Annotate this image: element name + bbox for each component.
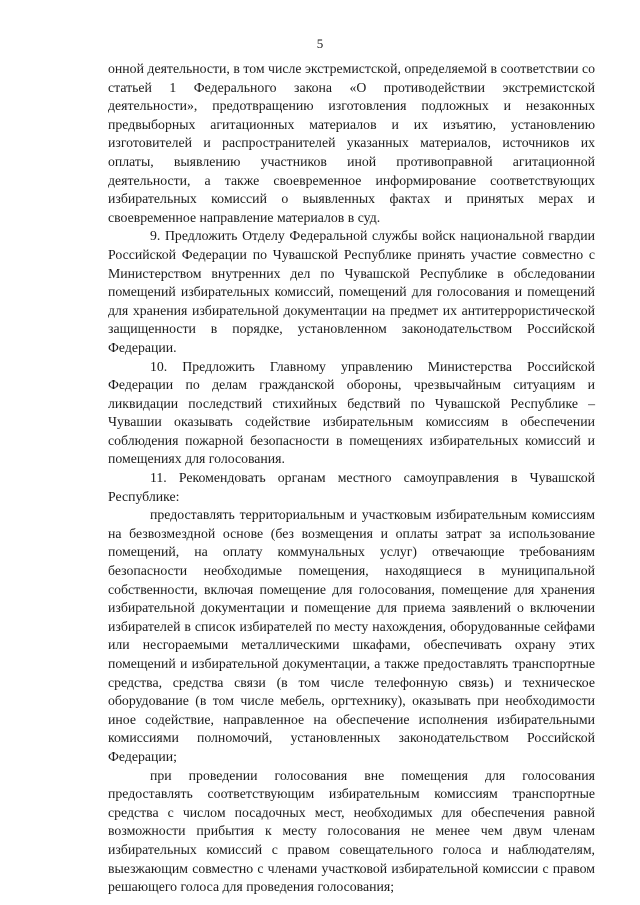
paragraph-item-9: 9. Предложить Отделу Федеральной службы войск национальной гвардии Российской Федерации по Чувашской Республике принять участие совместно с Министерством внутренних дел по Чувашской Республике в обследовании помещений избирательных комиссий, помещений для голосования и помещений для хранения избирательной документации на предмет их антитеррористической защищенности в порядке, установленном законодательством Российской Федерации. <box>108 228 595 355</box>
page-number: 5 <box>316 36 324 51</box>
paragraph-continuation: онной деятельности, в том числе экстремистской, определяемой в соответствии со статьей 1 Федерального закона «О противодействии экстремистской деятельности», предотвращению изготовления подложных и незаконных предвыборных агитационных материалов и их изъятию, установлению изготовителей и распространителей указанных материалов, источников их оплаты, выявлению участников иной противоправной агитационной деятельности, а также своевременное информирование соответствующих избирательных комиссий о выявленных фактах и принятых мерах и своевременное направление материалов в суд. <box>108 61 595 225</box>
paragraph-item-11-premises: предоставлять территориальным и участковым избирательным комиссиям на безвозмездной основе (без возмещения и оплаты затрат за использование помещений, на оплату коммунальных услуг) отвечающие требованиям безопасности необходимые помещения, находящиеся в муниципальной собственности, включая помещение для голосования, помещение для хранения избирательной документации и помещение для приема заявлений о включении избирателей в список избирателей по месту нахождения, оборудованные сейфами или несгораемыми металлическими шкафами, обеспечивать охрану этих помещений и избирательной документации, а также предоставлять транспортные средства, средства связи (в том числе телефонную связь) и техническое оборудование (в том числе мебель, оргтехнику), оказывать при необходимости иное содействие, направленное на обеспечение исполнения избирательными комиссиями полномочий, установленных законодательством Российской Федерации; <box>108 507 595 764</box>
paragraph-item-11-transport: при проведении голосования вне помещения для голосования предоставлять соответствующим избирательным комиссиям транспортные средства с числом посадочных мест, необходимых для обеспечения равной возможности прибытия к месту голосования не менее чем двум членам избирательных комиссий с правом совещательного голоса и наблюдателям, выезжающим совместно с членами участковой избирательной комиссии с правом решающего голоса для проведения голосования; <box>108 767 595 895</box>
paragraph-item-10: 10. Предложить Главному управлению Министерства Российской Федерации по делам гражданской обороны, чрезвычайным ситуациям и ликвидации последствий стихийных бедствий по Чувашской Республике – Чувашии оказывать содействие избирательным комиссиям в обеспечении соблюдения пожарной безопасности в помещениях избирательных комиссий и помещениях для голосования. <box>108 358 595 467</box>
document-body <box>108 60 595 897</box>
paragraph-item-11: 11. Рекомендовать органам местного самоуправления в Чувашской Республике: <box>108 470 595 504</box>
